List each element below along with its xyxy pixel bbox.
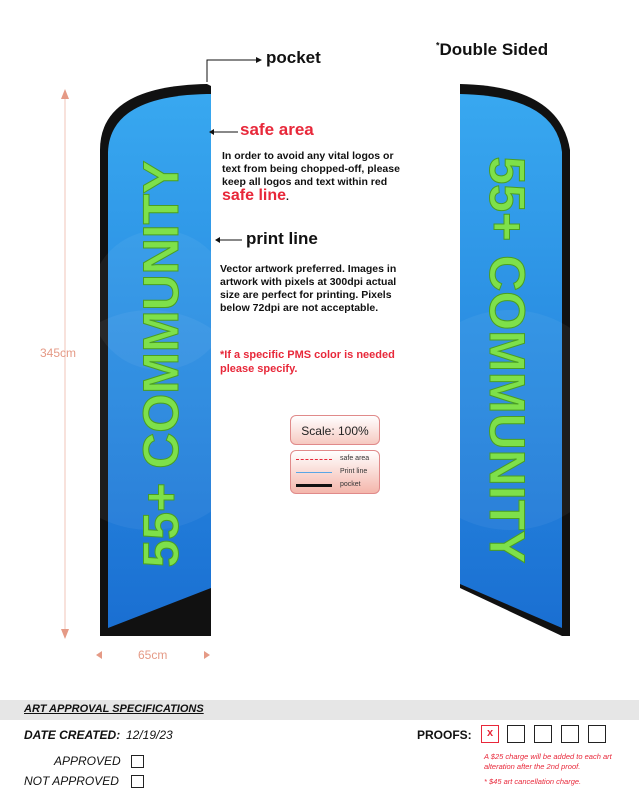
date-created-value: 12/19/23 xyxy=(126,728,173,742)
print-description: Vector artwork preferred. Images in artwork with pixels at 300dpi actual size are perfect for printing. Pixels below 72dpi are not acceptable. xyxy=(220,263,397,314)
proof-checkbox-1[interactable]: x xyxy=(481,725,499,743)
legend-pocket xyxy=(296,479,378,491)
pocket-label: pocket xyxy=(266,48,321,67)
scale-badge: Scale: 100% xyxy=(290,415,380,445)
date-created-label: DATE CREATED: xyxy=(24,728,121,742)
approved-checkbox[interactable] xyxy=(131,755,144,768)
back-flag-text: 55+ COMMUNITY xyxy=(479,156,535,564)
pocket-arrow xyxy=(207,60,256,82)
legend-pocket-label: pocket xyxy=(340,481,361,488)
not-approved-label: NOT APPROVED xyxy=(24,774,119,788)
safe-area-description xyxy=(222,150,402,204)
print-line-swatch xyxy=(296,472,332,473)
pms-note: *If a specific PMS color is needed please specify. xyxy=(220,349,395,375)
proof-checkbox-4[interactable] xyxy=(561,725,579,743)
legend-safe-area xyxy=(296,453,378,465)
pocket-swatch xyxy=(296,484,332,487)
approved-label: APPROVED xyxy=(54,754,121,768)
safe-line-period: . xyxy=(286,191,289,203)
legend-print-line-label: Print line xyxy=(340,468,368,475)
width-dimension-label: 65cm xyxy=(138,648,168,662)
proof-checkbox-3[interactable] xyxy=(534,725,552,743)
double-sided-mark: * xyxy=(436,40,440,51)
proof-checkbox-5[interactable] xyxy=(588,725,606,743)
alteration-fee-note: A $25 charge will be added to each art alteration after the 2nd proof. xyxy=(484,752,612,771)
safe-area-label: safe area xyxy=(240,120,314,139)
not-approved-checkbox[interactable] xyxy=(131,775,144,788)
print-line-label: print line xyxy=(246,229,318,248)
double-sided-label xyxy=(436,40,548,60)
safe-area-swatch xyxy=(296,459,332,460)
line-legend xyxy=(290,450,380,494)
legend-print-line xyxy=(296,466,378,478)
approval-title: ART APPROVAL SPECIFICATIONS xyxy=(24,703,204,715)
safe-line-word: safe line xyxy=(222,187,287,204)
proofs-label: PROOFS: xyxy=(417,728,472,742)
double-sided-text: Double Sided xyxy=(439,40,549,59)
width-left-arrow xyxy=(96,651,102,659)
front-flag-text: 55+ COMMUNITY xyxy=(133,160,189,568)
legend-safe-area-label: safe area xyxy=(340,455,370,462)
height-dimension-label: 345cm xyxy=(40,346,77,360)
proof-checkbox-2[interactable] xyxy=(507,725,525,743)
safe-area-desc-text: In order to avoid any vital logos or text from being chopped-off, please keep all logos and text within red xyxy=(222,150,400,188)
cancellation-fee-note: * $45 art cancellation charge. xyxy=(484,777,582,786)
width-right-arrow xyxy=(204,651,210,659)
